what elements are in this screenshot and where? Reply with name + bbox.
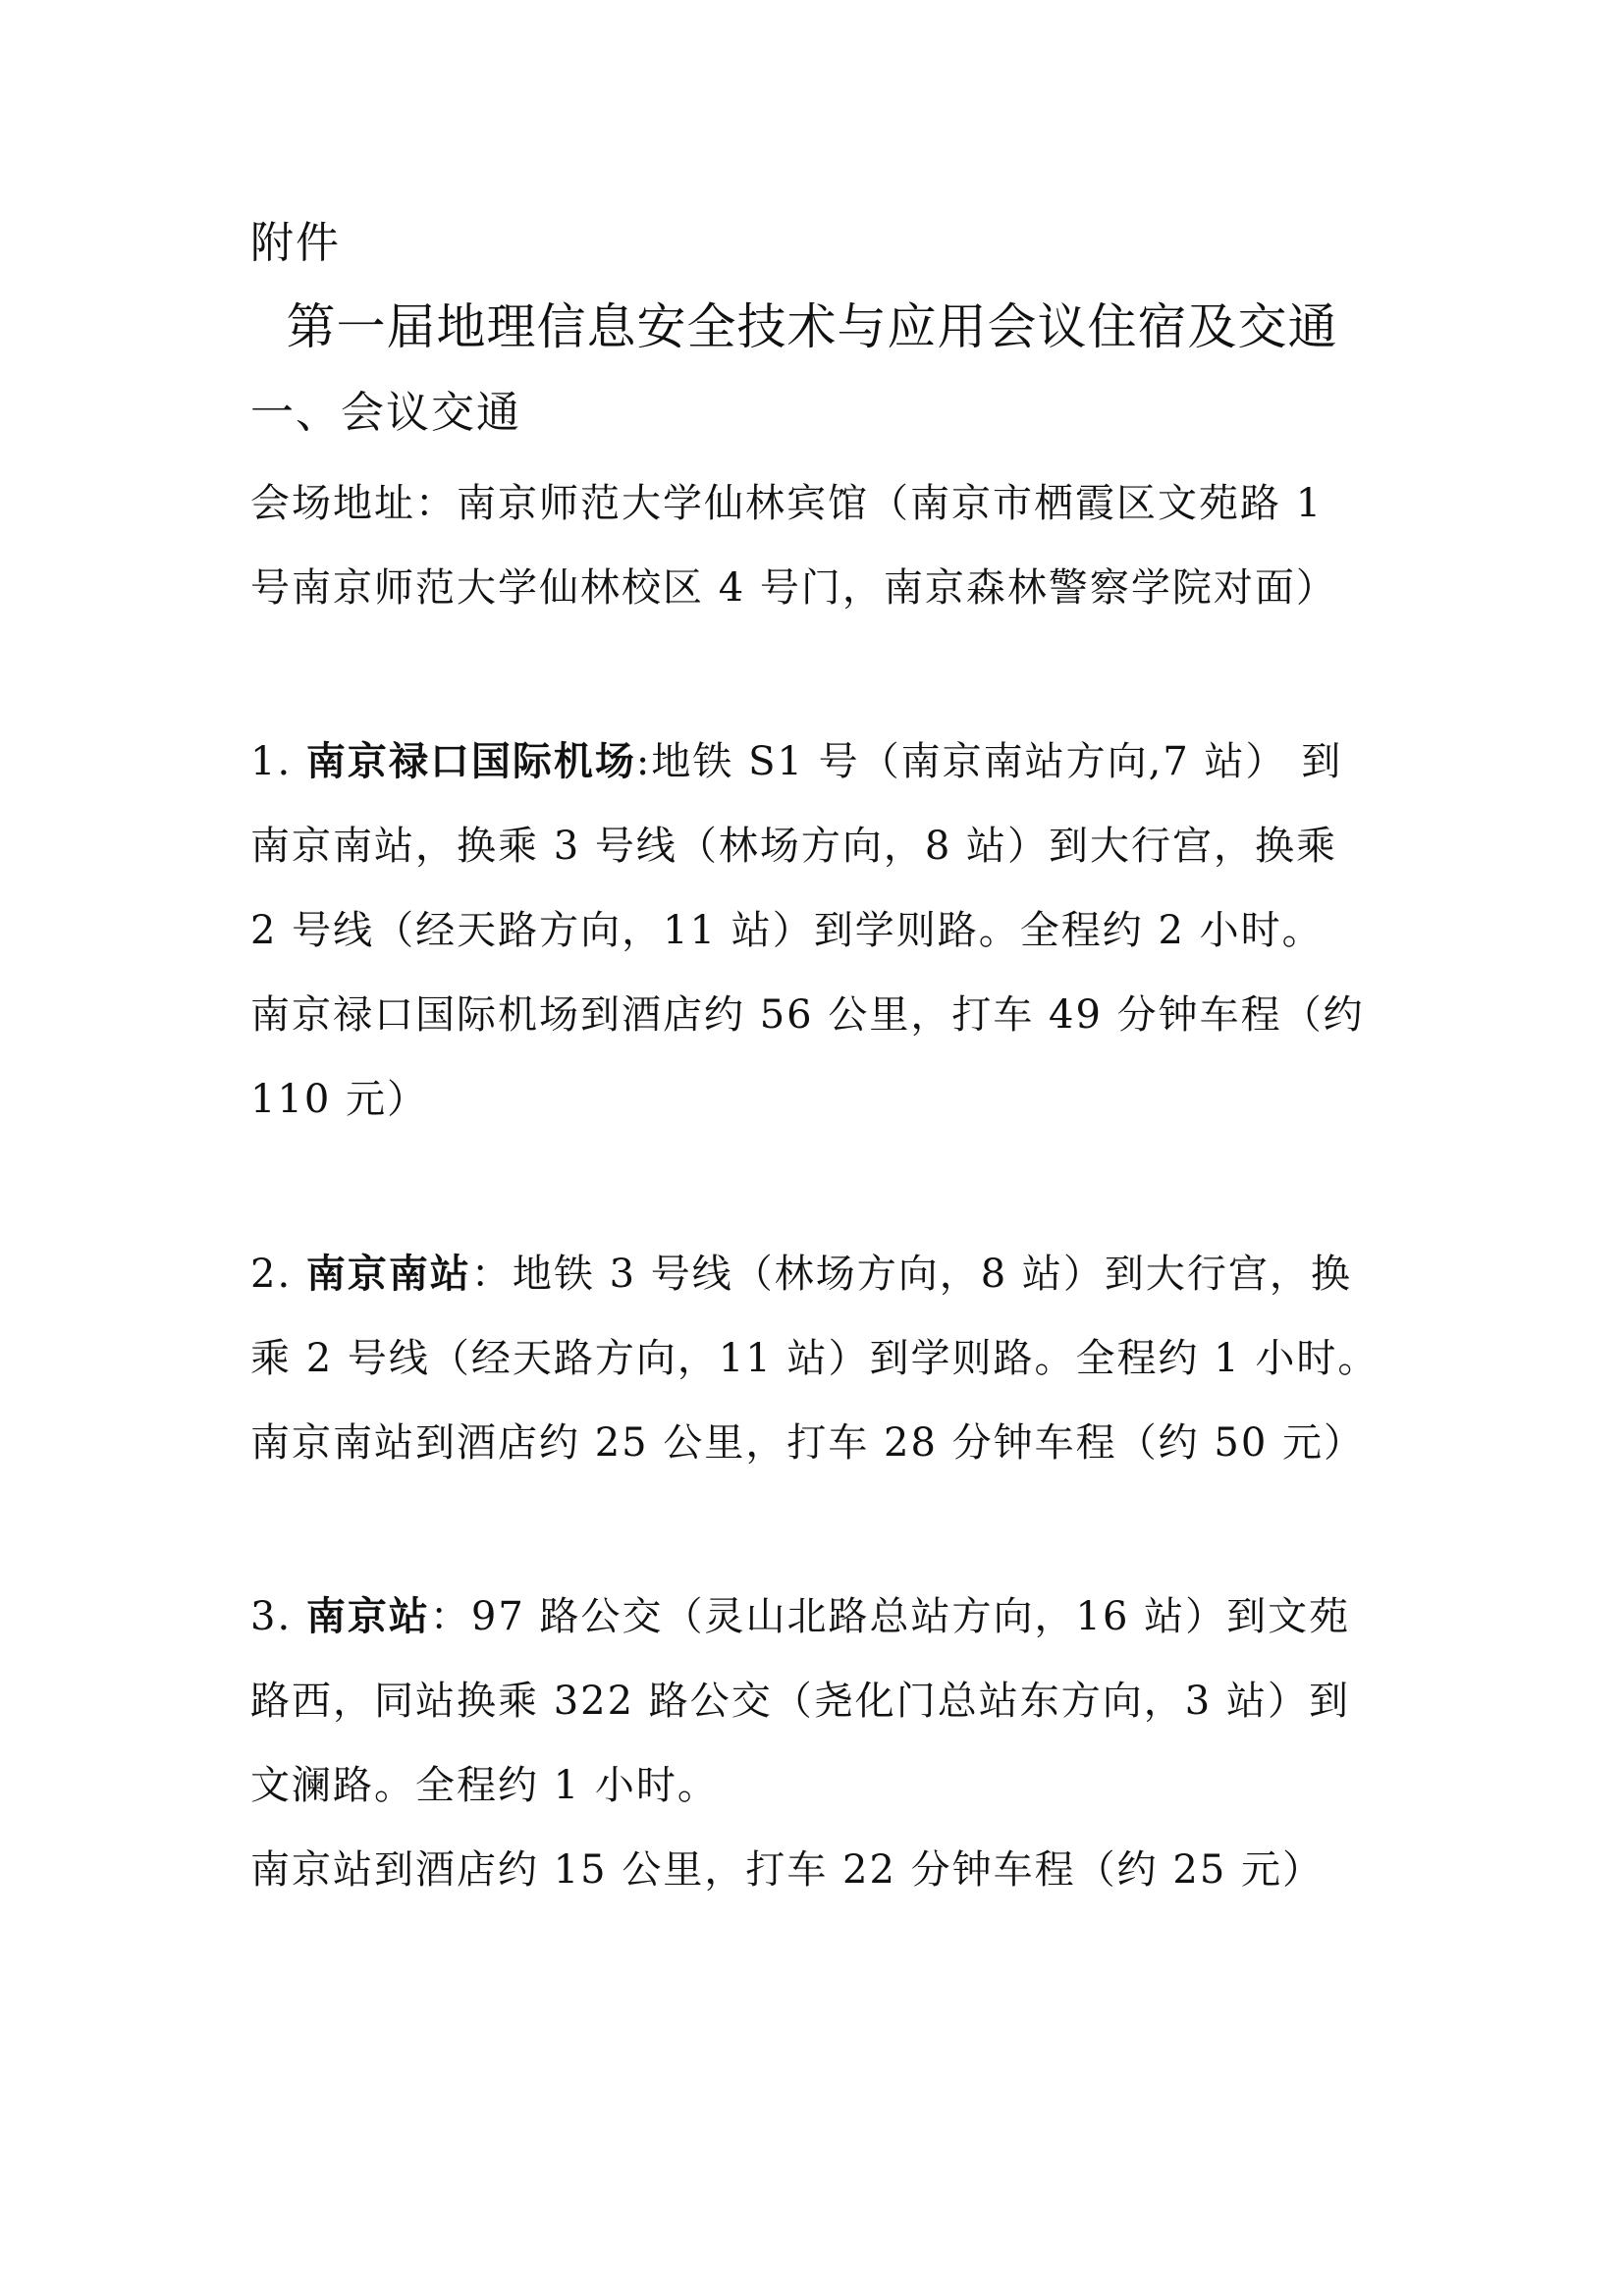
route-3-number: 3. [250, 1594, 293, 1639]
venue-address-line-2: 号南京师范大学仙林校区 4 号门，南京森林警察学院对面） [250, 565, 1337, 611]
venue-address-line-1: 会场地址：南京师范大学仙林宾馆（南京市栖霞区文苑路 1 [250, 481, 1324, 526]
route-1-line-1 [250, 734, 1342, 789]
route-1-line-2: 南京南站，换乘 3 号线（林场方向，8 站）到大行宫，换乘 [250, 824, 1338, 869]
route-3-line-1 [250, 1589, 1350, 1644]
section-heading: 一、会议交通 [250, 388, 521, 438]
route-2-line-1 [250, 1247, 1352, 1302]
route-2-line-3: 南京南站到酒店约 25 公里，打车 28 分钟车程（约 50 元） [250, 1420, 1365, 1466]
route-2-name: 南京南站 [305, 1252, 471, 1297]
attachment-label: 附件 [250, 218, 341, 268]
route-3-line-4: 南京站到酒店约 15 公里，打车 22 分钟车程（约 25 元） [250, 1847, 1324, 1893]
route-2-line-2: 乘 2 号线（经天路方向，11 站）到学则路。全程约 1 小时。 [250, 1336, 1380, 1381]
route-3-line-1-text: ：97 路公交（灵山北路总站方向，16 站）到文苑 [429, 1594, 1351, 1639]
route-3-name: 南京站 [305, 1594, 430, 1639]
route-2-line-1-text: ：地铁 3 号线（林场方向，8 站）到大行宫，换 [470, 1252, 1352, 1297]
route-1-line-1-text: :地铁 S1 号（南京南站方向,7 站） 到 [635, 739, 1343, 784]
route-1-name: 南京禄口国际机场 [305, 739, 636, 784]
route-1-number: 1. [250, 739, 293, 784]
route-1-line-5: 110 元） [250, 1077, 429, 1122]
route-1-line-3: 2 号线（经天路方向，11 站）到学则路。全程约 2 小时。 [250, 908, 1324, 953]
route-1-line-4: 南京禄口国际机场到酒店约 56 公里，打车 49 分钟车程（约 [250, 992, 1365, 1038]
route-3-line-2: 路西，同站换乘 322 路公交（尧化门总站东方向，3 站）到 [250, 1679, 1350, 1724]
route-3-line-3: 文澜路。全程约 1 小时。 [250, 1763, 719, 1808]
route-2-number: 2. [250, 1252, 293, 1297]
document-title: 第一届地理信息安全技术与应用会议住宿及交通 [286, 298, 1338, 355]
